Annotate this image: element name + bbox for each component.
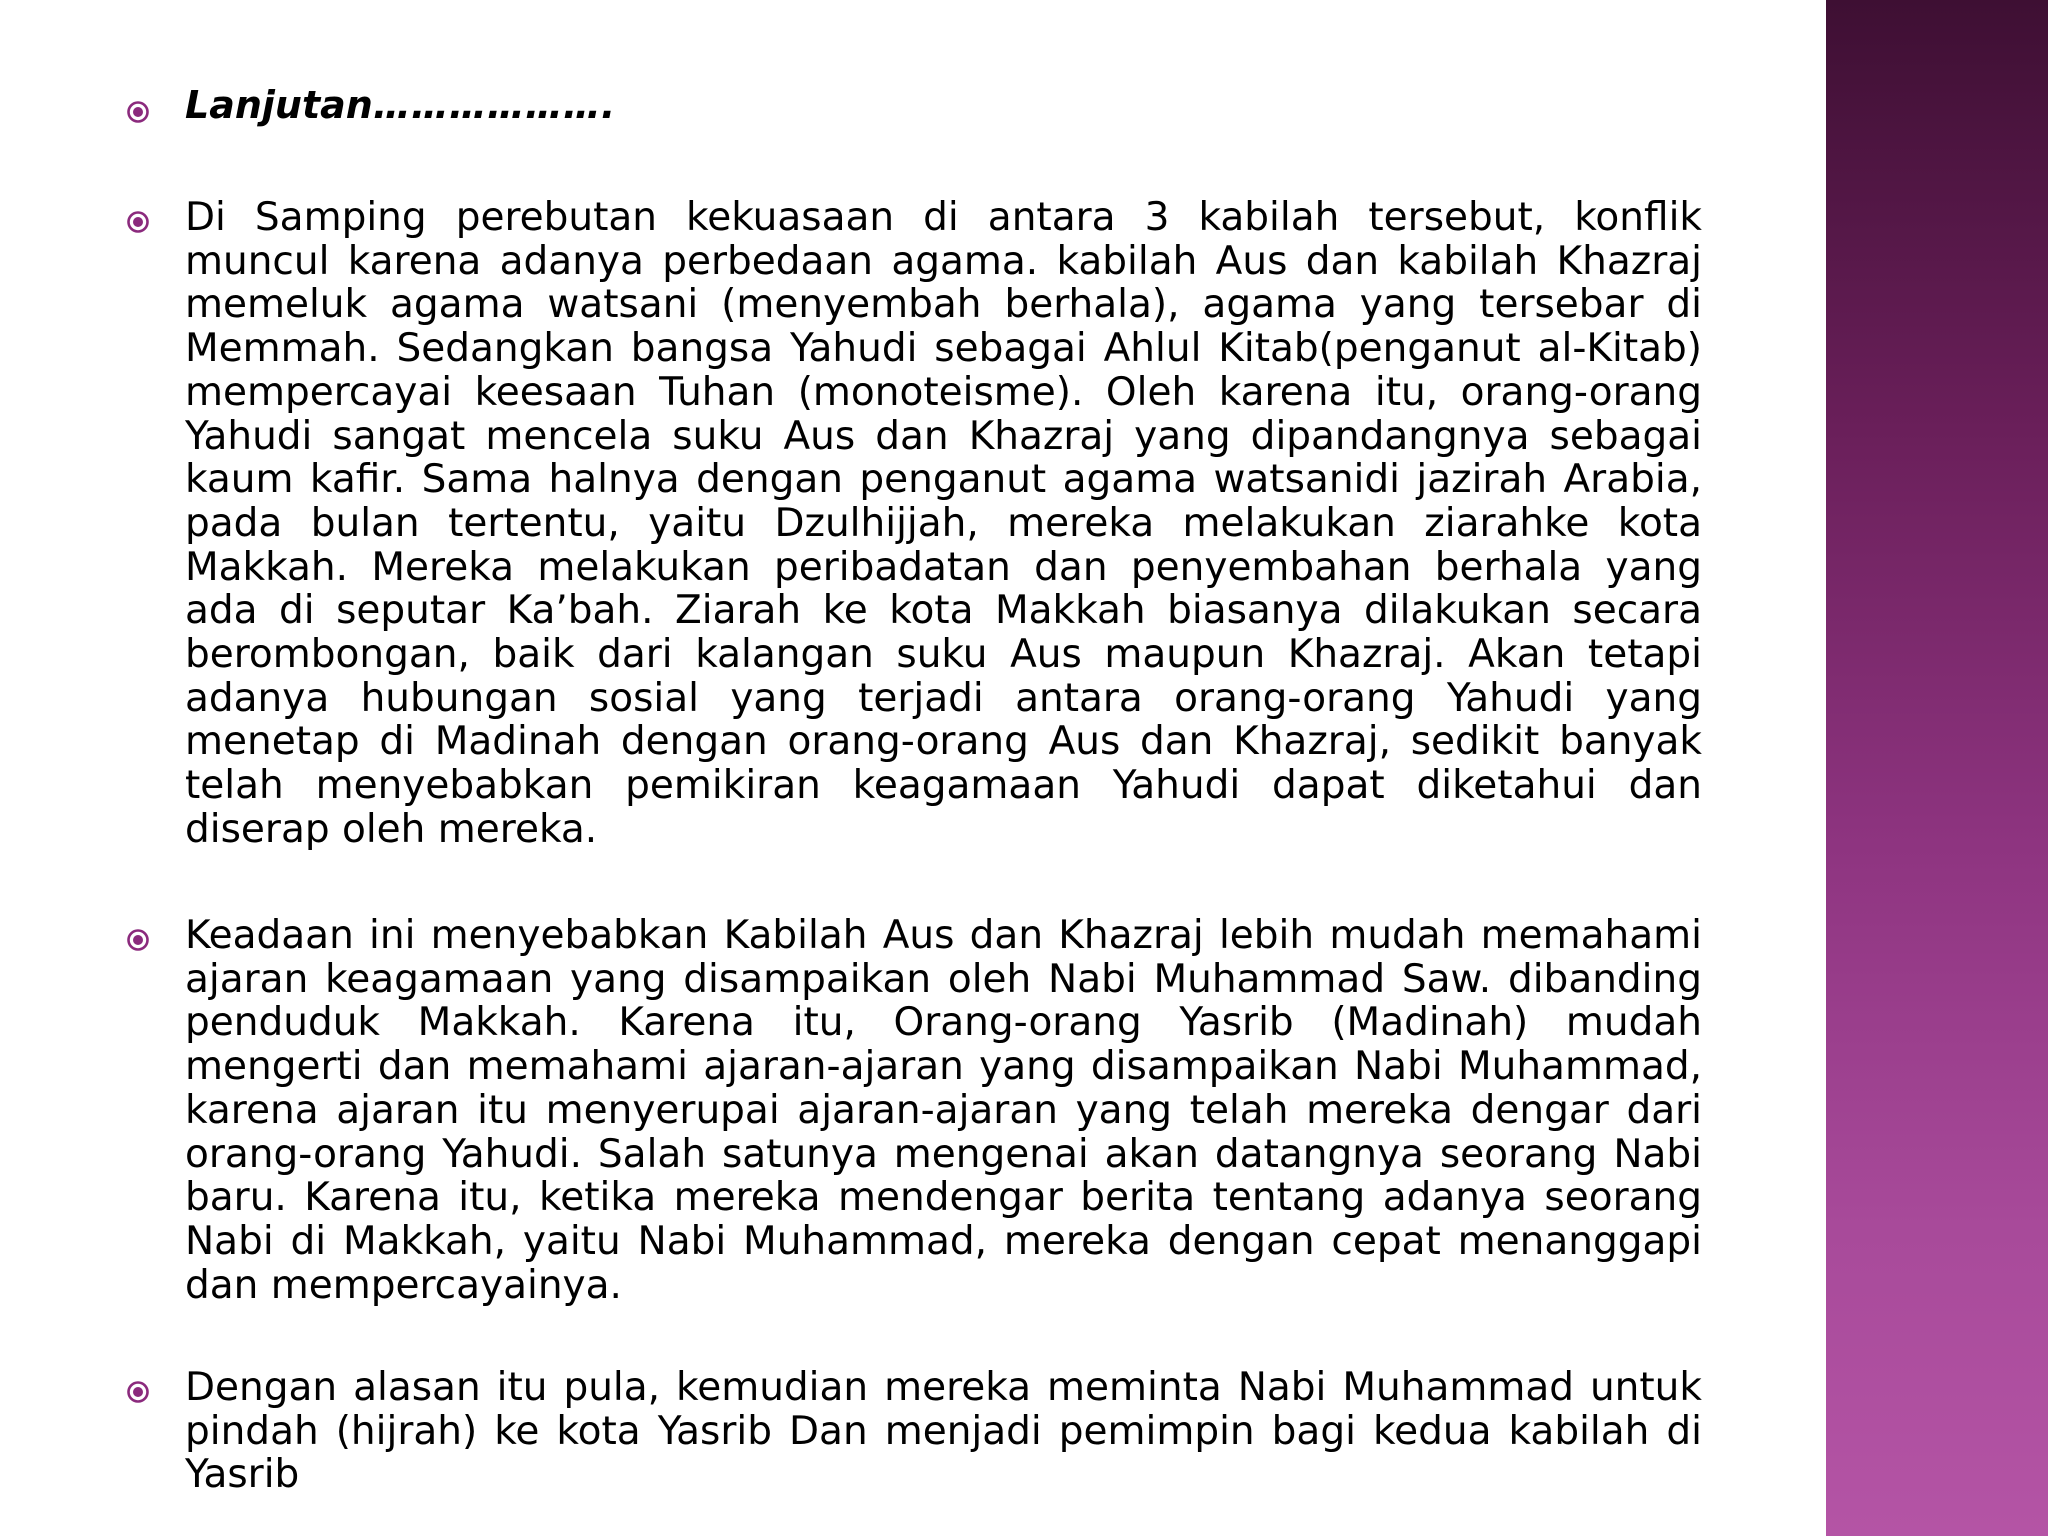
paragraph-text: Dengan alasan itu pula, kemudian mereka meminta Nabi Muhammad untuk pindah (hijrah) ke kota Yasrib Dan menjadi pemimpin bagi kedua kabilah di Yasrib (185, 1365, 1702, 1498)
slide-heading: Lanjutan………………. (185, 83, 616, 127)
bullet-circle-icon (126, 210, 150, 234)
bullet-circle-icon (126, 1380, 150, 1404)
decorative-side-band (1826, 0, 2048, 1536)
paragraph-text: Di Samping perebutan kekuasaan di antara 3 kabilah tersebut, konflik muncul karena adanya perbedaan agama. kabilah Aus dan kabilah Khazraj memeluk agama watsani (menyembah berhala), agama yang tersebar di Memmah. Sedangkan bangsa Yahudi sebagai Ahlul Kitab(penganut al-Kitab) mempercayai keesaan Tuhan (monoteisme). Oleh karena itu, orang-orang Yahudi sangat mencela suku Aus dan Khazraj yang dipandangnya sebagai kaum kafir. Sama halnya dengan penganut agama watsanidi jazirah Arabia, pada bulan tertentu, yaitu Dzulhijjah, mereka melakukan ziarahke kota Makkah. Mereka melakukan peribadatan dan penyembahan berhala yang ada di seputar Ka’bah. Ziarah ke kota Makkah biasanya dilakukan secara berombongan, baik dari kalangan suku Aus maupun Khazraj. Akan tetapi adanya hubungan sosial yang terjadi antara orang-orang Yahudi yang menetap di Madinah dengan orang-orang Aus dan Khazraj, sedikit banyak telah menyebabkan pemikiran keagamaan Yahudi dapat diketahui dan diserap oleh mereka. (185, 195, 1702, 852)
paragraph-text: Keadaan ini menyebabkan Kabilah Aus dan Khazraj lebih mudah memahami ajaran keagamaan yang disampaikan oleh Nabi Muhammad Saw. dibanding penduduk Makkah. Karena itu, Orang-orang Yasrib (Madinah) mudah mengerti dan memahami ajaran-ajaran yang disampaikan Nabi Muhammad, karena ajaran itu menyerupai ajaran-ajaran yang telah mereka dengar dari orang-orang Yahudi. Salah satunya mengenai akan datangnya seorang Nabi baru. Karena itu, ketika mereka mendengar berita tentang adanya seorang Nabi di Makkah, yaitu Nabi Muhammad, mereka dengan cepat menanggapi dan mempercayainya. (185, 913, 1702, 1308)
bullet-circle-icon (126, 100, 150, 124)
bullet-circle-icon (126, 928, 150, 952)
